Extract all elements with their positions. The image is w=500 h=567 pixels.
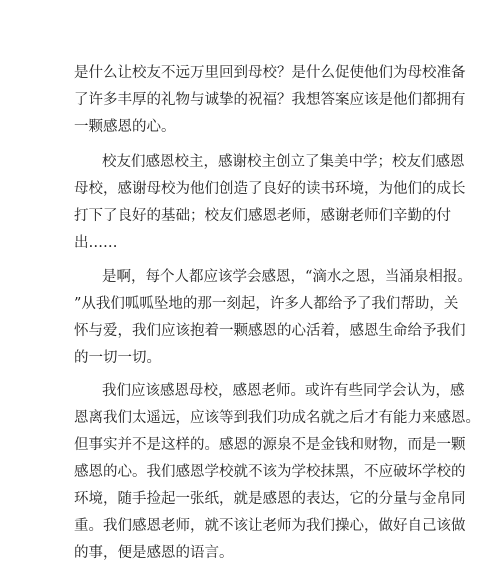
text-line: 我们应该感恩母校，感恩老师。或许有些同学会认为，感 [102, 383, 465, 399]
text-line: 的一切一切。 [74, 350, 161, 366]
text-line: ”从我们呱呱坠地的那一刻起，许多人都给予了我们帮助，关 [74, 296, 459, 312]
paragraph-1 [74, 60, 466, 141]
text-line: 了许多丰厚的礼物与诚挚的祝福？我想答案应该是他们都拥有 [74, 92, 466, 108]
text-line: 打下了良好的基础；校友们感恩老师，感谢老师们辛勤的付 [74, 208, 451, 224]
text-line: 环境，随手捡起一张纸，就是感恩的表达，它的分量与金帛同 [74, 491, 466, 507]
text-line: 但事实并不是这样的。感恩的源泉不是金钱和财物，而是一颗 [74, 437, 466, 453]
text-line: 感恩的心。我们感恩学校就不该为学校抹黑，不应破坏学校的 [74, 464, 466, 480]
text-line: 校友们感恩校主，感谢校主创立了集美中学；校友们感恩 [102, 154, 465, 170]
text-line: 母校，感谢母校为他们创造了良好的读书环境，为他们的成长 [74, 181, 466, 197]
paragraph-4 [74, 378, 480, 567]
text-line: 恩离我们太遥远，应该等到我们功成名就之后才有能力来感恩。 [74, 410, 480, 426]
text-line: 一颗感恩的心。 [74, 119, 176, 135]
text-line: 的事，便是感恩的语言。 [74, 545, 234, 561]
text-line: 出…… [74, 235, 118, 251]
paragraph-3 [74, 264, 472, 372]
text-line: 是啊，每个人都应该学会感恩，“滴水之恩，当涌泉相报。 [102, 269, 472, 285]
paragraph-2 [74, 149, 466, 257]
text-line: 是什么让校友不远万里回到母校？是什么促使他们为母校准备 [74, 65, 466, 81]
text-line: 重。我们感恩老师，就不该让老师为我们操心，做好自己该做 [74, 518, 466, 534]
text-line: 怀与爱，我们应该抱着一颗感恩的心活着，感恩生命给予我们 [74, 323, 466, 339]
